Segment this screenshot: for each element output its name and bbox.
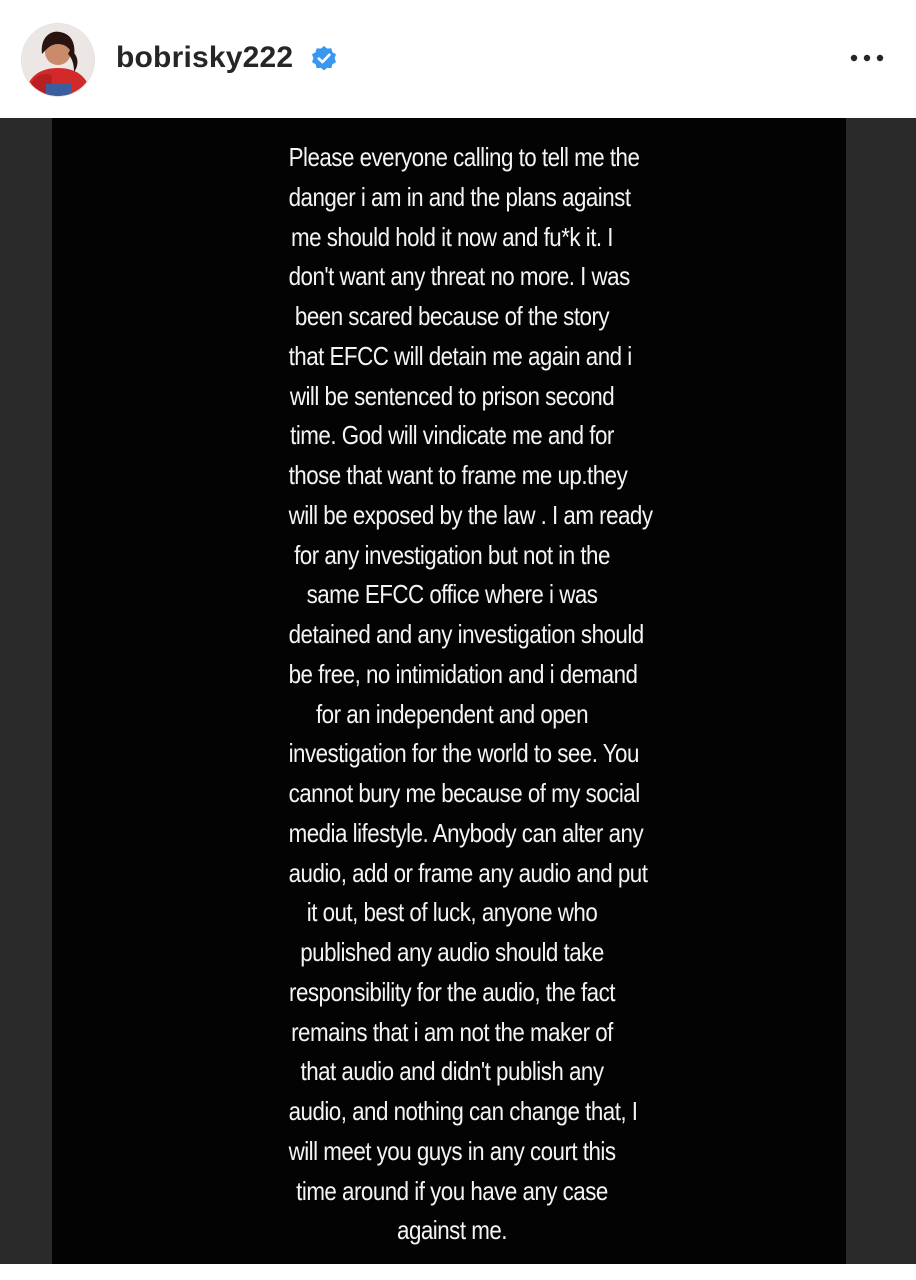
- story-line: Please everyone calling to tell me the: [288, 142, 640, 172]
- story-line: will be exposed by the law . I am ready: [288, 499, 653, 530]
- story-line: responsibility for the audio, the fact: [289, 976, 615, 1007]
- story-line: audio, add or frame any audio and put: [288, 857, 648, 888]
- story-line: don't want any threat no more. I was: [288, 261, 630, 292]
- more-options-icon: [845, 40, 889, 76]
- avatar[interactable]: [22, 24, 94, 96]
- avatar-image: [22, 24, 94, 96]
- story-line: that EFCC will detain me again and i: [288, 340, 632, 371]
- story-line: against me.: [397, 1215, 507, 1246]
- bottom-strip: [0, 1264, 916, 1280]
- story-line: those that want to frame me up.they: [288, 460, 628, 490]
- story-line: media lifestyle. Anybody can alter any: [288, 817, 644, 848]
- story-line: will be sentenced to prison second: [289, 380, 615, 411]
- story-line: cannot bury me because of my social: [288, 778, 640, 808]
- story-line: investigation for the world to see. You: [288, 738, 639, 769]
- story-line: time. God will vindicate me and for: [290, 420, 614, 451]
- username[interactable]: bobrisky222: [116, 41, 294, 74]
- story-line: been scared because of the story: [294, 301, 610, 331]
- story-line: audio, and nothing can change that, I: [288, 1096, 638, 1126]
- story-frame: [0, 118, 916, 1264]
- story-line: danger i am in and the plans against: [288, 181, 631, 212]
- story-text: [288, 138, 653, 1251]
- story-line: same EFCC office where i was: [306, 579, 598, 610]
- story-line: be free, no intimidation and i demand: [288, 658, 638, 689]
- story-line: remains that i am not the maker of: [291, 1016, 613, 1047]
- story-line: detained and any investigation should: [288, 619, 644, 649]
- story-line: that audio and didn't publish any: [300, 1056, 604, 1087]
- post-header: [0, 0, 916, 118]
- story-line: for an independent and open: [315, 698, 589, 729]
- story-line: time around if you have any case: [296, 1175, 608, 1206]
- story-line: published any audio should take: [300, 937, 604, 967]
- story-line: me should hold it now and fu*k it. I: [291, 221, 613, 252]
- story-panel[interactable]: [52, 118, 846, 1264]
- verified-badge-icon: [310, 45, 338, 73]
- story-line: for any investigation but not in the: [294, 539, 610, 570]
- story-line: will meet you guys in any court this: [288, 1135, 616, 1166]
- more-options-button[interactable]: [845, 40, 889, 76]
- story-line: it out, best of luck, anyone who: [306, 897, 598, 928]
